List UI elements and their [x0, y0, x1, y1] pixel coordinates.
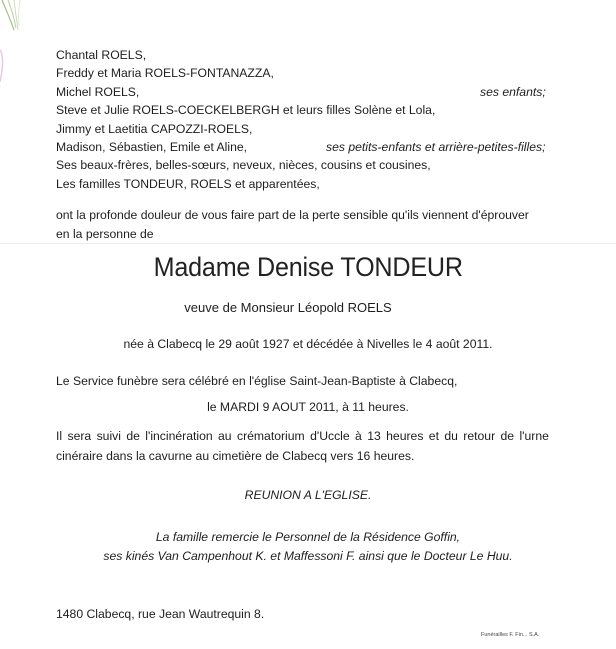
- relation-label: ses enfants;: [480, 84, 546, 99]
- family-line: [56, 46, 556, 64]
- family-line-text: Jimmy et Laetitia CAPOZZI-ROELS,: [56, 121, 253, 136]
- widow-of-text: veuve de Monsieur Léopold ROELS: [184, 300, 392, 315]
- service-date-line: le MARDI 9 AOUT 2011, à 11 heures.: [207, 400, 409, 414]
- relation-label: ses petits-enfants et arrière-petites-filles;: [326, 139, 546, 154]
- family-list: [56, 46, 556, 193]
- widow-of-line: [0, 300, 616, 315]
- family-line: [56, 64, 556, 82]
- family-line: [56, 156, 556, 174]
- family-line-text: Ses beaux-frères, belles-sœurs, neveux, nièces, cousins et cousines,: [56, 158, 431, 173]
- family-line: [56, 83, 556, 101]
- reunion-note: REUNION A L'EGLISE.: [244, 488, 372, 502]
- deceased-name-text: Madame Denise TONDEUR: [153, 252, 463, 282]
- intro-line: ont la profonde douleur de vous faire part de la perte sensible qu'ils viennent d'éprouver: [56, 208, 529, 222]
- family-line: [56, 138, 556, 156]
- family-line: [56, 120, 556, 138]
- family-line-text: Chantal ROELS,: [56, 48, 147, 62]
- intro-line: en la personne de: [56, 227, 154, 241]
- family-line: [56, 175, 556, 193]
- petal-decoration-icon: [0, 46, 10, 86]
- service-line: Le Service funèbre sera célébré en l'église Saint-Jean-Baptiste à Clabecq,: [56, 374, 458, 388]
- family-line-text: Michel ROELS,: [56, 84, 140, 99]
- thanks-line: ses kinés Van Campenhout K. et Maffessoni F. ainsi que le Docteur Le Huu.: [103, 549, 513, 563]
- family-line: [56, 101, 556, 119]
- family-line-text: Steve et Julie ROELS-COECKELBERGH et leurs filles Solène et Lola,: [56, 103, 436, 118]
- family-line-text: Freddy et Maria ROELS-FONTANAZZA,: [56, 66, 274, 81]
- address: 1480 Clabecq, rue Jean Wautrequin 8.: [56, 607, 265, 621]
- birth-death-dates: née à Clabecq le 29 août 1927 et décédée à Nivelles le 4 août 2011.: [123, 337, 493, 351]
- cremation-line: cinéraire dans la cavurne au cimetière de Clabecq vers 16 heures.: [56, 449, 415, 463]
- family-line-text: Les familles TONDEUR, ROELS et apparentées,: [56, 176, 320, 191]
- announcement-intro: [56, 206, 556, 244]
- deceased-name: [0, 252, 616, 283]
- family-line-text: Madison, Sébastien, Emile et Aline,: [56, 139, 248, 154]
- cremation-line: Il sera suivi de l'incinération au crématorium d'Uccle à 13 heures et du retour de l'urne: [56, 429, 549, 443]
- flower-decoration-icon: [0, 0, 34, 34]
- funeral-home-credit: Funérailles F. Fin... S.A.: [481, 632, 540, 638]
- thanks-line: La famille remercie le Personnel de la Résidence Goffin,: [155, 530, 461, 544]
